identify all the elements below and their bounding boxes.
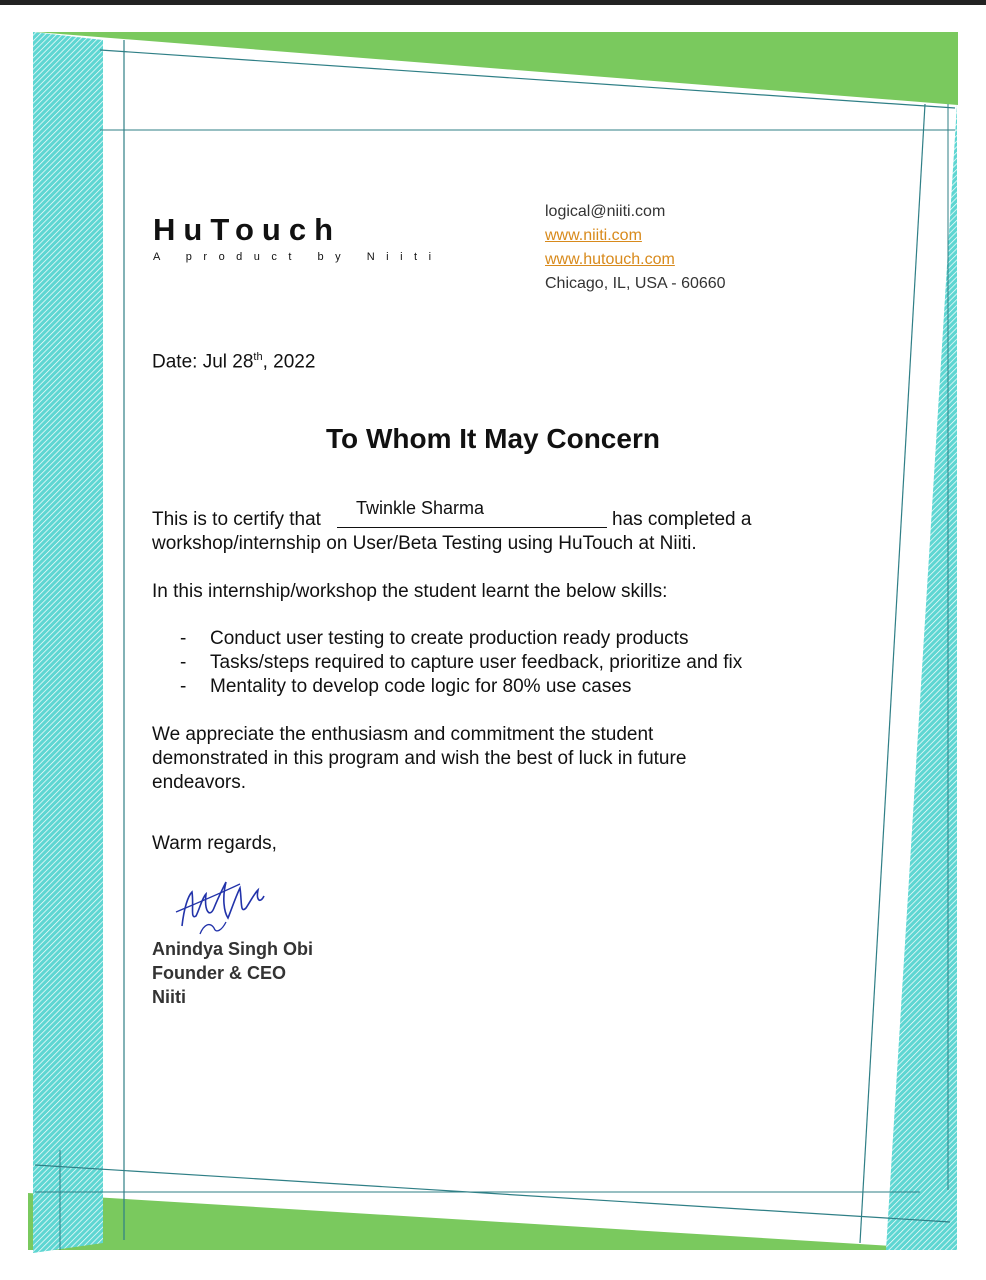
certify-prefix: This is to certify that (152, 509, 321, 530)
contact-email[interactable]: logical@niiti.com (545, 203, 666, 220)
signatory-org: Niiti (152, 987, 186, 1007)
certify-suffix: has completed a (612, 509, 752, 530)
closing-line: We appreciate the enthusiasm and commitment the student (152, 724, 654, 745)
bullet-dash: - (180, 676, 187, 697)
date-year: , 2022 (262, 351, 316, 373)
letter-heading: To Whom It May Concern (326, 423, 660, 454)
right-teal-border (886, 104, 957, 1250)
recipient-name: Twinkle Sharma (356, 498, 485, 518)
left-teal-border (33, 32, 103, 1253)
closing-line: demonstrated in this program and wish the best of luck in future (152, 748, 687, 769)
warm-regards: Warm regards, (152, 833, 277, 854)
skills-intro: In this internship/workshop the student learnt the below skills: (152, 581, 668, 602)
bottom-green-band (28, 1193, 958, 1250)
name-underline (337, 527, 607, 528)
signatory-title: Founder & CEO (152, 963, 286, 983)
contact-address: Chicago, IL, USA - 60660 (545, 275, 726, 292)
top-green-band (35, 32, 958, 105)
date-prefix: Date: Jul 28 (152, 351, 254, 373)
bullet-dash: - (180, 652, 187, 673)
certify-line2: workshop/internship on User/Beta Testing using HuTouch at Niiti. (152, 533, 697, 554)
brand-tagline: A product by Niiti (153, 251, 443, 263)
signatory-name: Anindya Singh Obi (152, 939, 313, 959)
bullet-dash: - (180, 628, 187, 649)
closing-line: endeavors. (152, 772, 247, 793)
skill-item: Mentality to develop code logic for 80% use cases (210, 676, 632, 697)
contact-website-niiti[interactable]: www.niiti.com (545, 227, 642, 244)
skill-item: Conduct user testing to create production ready products (210, 628, 689, 649)
brand-logo-title: HuTouch (153, 212, 342, 247)
signature-image (170, 868, 280, 948)
date-ordinal: th (253, 351, 263, 363)
letter-date (152, 351, 315, 373)
skill-item: Tasks/steps required to capture user feedback, prioritize and fix (210, 652, 743, 673)
contact-website-hutouch[interactable]: www.hutouch.com (545, 251, 675, 268)
